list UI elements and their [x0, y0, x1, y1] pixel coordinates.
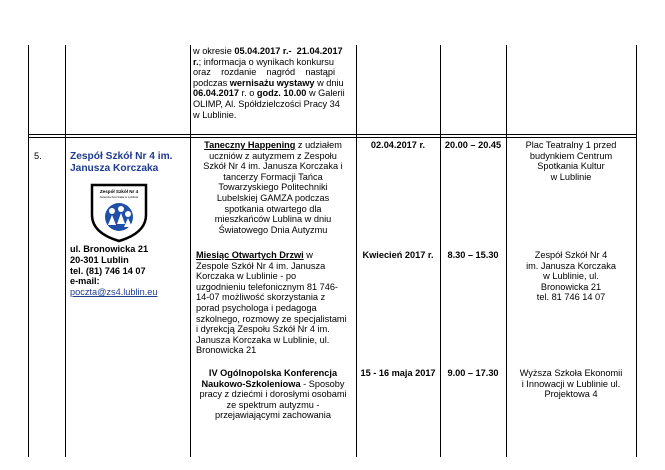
logo-text-sub: Janusza Korczaka w Lublinie	[99, 195, 139, 199]
top-row-line-5-segment-1: 06.04.2017	[193, 88, 239, 99]
event-3-description	[192, 368, 354, 421]
top-row-line-4-segment-3: w dniu	[314, 77, 344, 88]
top-row-line-7-segment-1: w Lublinie.	[193, 109, 237, 120]
top-row-line-2-segment-1: r.	[193, 56, 199, 67]
event-3-title-line-1: IV Ogólnopolska Konferencja	[208, 368, 338, 378]
event-2-place-line-4: Bronowicka 21	[540, 281, 602, 292]
top-row-line-2-segment-2: ; informacja o wynikach konkursu	[198, 56, 334, 67]
event-1-line-0: z udziałem	[295, 140, 342, 150]
address-phone: tel. (81) 746 14 07	[70, 265, 146, 276]
event-2-line-6: szkolnego, rozmowy ze specjalistami	[196, 313, 347, 324]
event-2-line-8: Janusza Korczaka w Lublinie, ul.	[196, 334, 330, 345]
top-row-line-4-segment-2: wernisażu wystawy	[229, 77, 315, 88]
school-name-line-1: Zespół Szkół Nr 4 im.	[70, 151, 173, 162]
address-email-label: e-mail:	[70, 276, 100, 287]
event-3-line-0: - Sposoby	[300, 378, 345, 389]
event-1-line-6: spotkania otwartego dla	[224, 203, 322, 214]
event-1-place-line-3: Spotkania Kultur	[537, 161, 605, 172]
top-row-line-7	[193, 110, 353, 121]
event-1-line-3: tancerzy Formacji Tańca	[223, 171, 323, 182]
row-separator-2	[28, 137, 637, 138]
event-2-line-5: porad psychologa i pedagoga	[196, 302, 317, 313]
top-row-line-3-segment-1: oraz rozdanie nagród nastąpi	[193, 67, 335, 78]
event-1-date: 02.04.2017 r.	[370, 140, 426, 150]
school-name	[70, 151, 188, 174]
address-street: ul. Bronowicka 21	[70, 244, 149, 254]
event-3-place-line-3: Projektowa 4	[544, 389, 598, 400]
event-2-place-line-1: Zespół Szkół Nr 4	[534, 250, 608, 260]
top-row-line-1-segment-2: 05.04.2017 r.- 21.04.2017	[234, 46, 343, 56]
event-1-place-line-4: w Lublinie	[550, 171, 592, 182]
event-1-line-4: Towarzyskiego Politechniki	[218, 182, 328, 193]
row-number: 5.	[34, 151, 42, 161]
row-separator	[28, 134, 637, 135]
event-1-line-8: Światowego Dnia Autyzmu	[218, 224, 328, 235]
event-2-line-1: Zespole Szkół Nr 4 im. Janusza	[196, 260, 326, 271]
event-1-title: Taneczny Happening	[204, 140, 296, 150]
event-3-place-line-2: i Innowacji w Lublinie ul.	[521, 378, 621, 389]
event-1-description	[192, 140, 354, 235]
event-2-place-line-3: w Lublinie, ul.	[543, 271, 599, 282]
event-2-line-4: 14-07 możliwość skorzystania z	[196, 292, 326, 303]
event-3-line-1: pracy z dziećmi i dorosłymi osobami	[199, 389, 347, 400]
event-1-line-5: Lubelskiej GAMZA podczas	[216, 192, 330, 203]
table-divider-1	[65, 45, 66, 457]
event-2-place-line-2: im. Janusza Korczaka	[526, 260, 616, 271]
event-1-line-7: mieszkańców Lublina w dniu	[214, 214, 332, 225]
school-name-line-2: Janusza Korczaka	[70, 162, 159, 174]
top-row-line-1-segment-1: w okresie	[193, 46, 235, 56]
top-row-line-6-segment-1: OLIMP, Al. Spółdzielczości Pracy 34	[193, 98, 340, 109]
event-2-time: 8.30 – 15.30	[447, 250, 499, 260]
table-divider-2	[190, 45, 191, 457]
event-1-place-line-1: Plac Teatralny 1 przed	[525, 140, 617, 150]
school-address	[70, 244, 188, 287]
table-border-right	[636, 45, 637, 457]
top-row-line-3	[193, 67, 353, 78]
event-3-time: 9.00 – 17.30	[447, 368, 499, 378]
event-2-place-line-5: tel. 81 746 14 07	[536, 292, 606, 303]
table-border-left	[28, 45, 29, 457]
event-1-place	[507, 140, 635, 182]
top-row-line-2	[193, 57, 353, 68]
email-link[interactable]: poczta@zs4.lublin.eu	[70, 287, 158, 297]
top-row-line-5-segment-2: r. o	[238, 88, 257, 99]
event-2-line-3: uzgodnieniu telefonicznym 81 746-	[196, 281, 338, 292]
event-1-place-line-2: budynkiem Centrum	[529, 150, 613, 161]
event-3-date: 15 - 16 maja 2017	[360, 368, 436, 378]
logo-text-top: Zespół Szkół Nr 4	[99, 189, 139, 194]
top-row-line-5	[193, 88, 353, 99]
school-logo	[88, 181, 150, 243]
top-row-line-5-segment-3: godz. 10.00	[256, 88, 307, 99]
event-2-line-9: Bronowicka 21	[196, 345, 257, 356]
event-1-line-1: uczniów z autyzmem z Zespołu	[209, 150, 337, 161]
event-3-place-line-1: Wyższa Szkoła Ekonomii	[519, 368, 623, 378]
top-row-line-5-segment-4: w Galerii	[306, 88, 345, 99]
event-3-title-line-2: Naukowo-Szkoleniowa	[201, 378, 301, 389]
event-2-line-2: Korczaka w Lublinie - po	[196, 271, 297, 282]
event-2-line-7: i dyrekcją Zespołu Szkół Nr 4 im.	[196, 324, 330, 335]
address-city: 20-301 Lublin	[70, 254, 129, 265]
event-2-title: Miesiąc Otwartych Drzwi	[196, 250, 304, 260]
event-2-line-0: w	[303, 250, 313, 260]
top-row-line-4-segment-1: podczas	[193, 77, 230, 88]
event-3-line-3: przejawiającymi zachowania	[215, 410, 331, 421]
event-3-line-2: ze spektrum autyzmu -	[226, 399, 320, 410]
event-1-time: 20.00 – 20.45	[444, 140, 502, 150]
event-2-place	[507, 250, 635, 303]
event-3-place	[507, 368, 635, 400]
event-1-line-2: Szkół Nr 4 im. Janusza Korczaka i	[203, 161, 343, 172]
top-row-description	[193, 46, 353, 120]
top-row-line-1	[193, 46, 353, 57]
event-2-description	[196, 250, 354, 356]
top-row-line-4	[193, 78, 353, 89]
top-row-line-6	[193, 99, 353, 110]
event-2-date: Kwiecień 2017 r.	[362, 250, 434, 260]
